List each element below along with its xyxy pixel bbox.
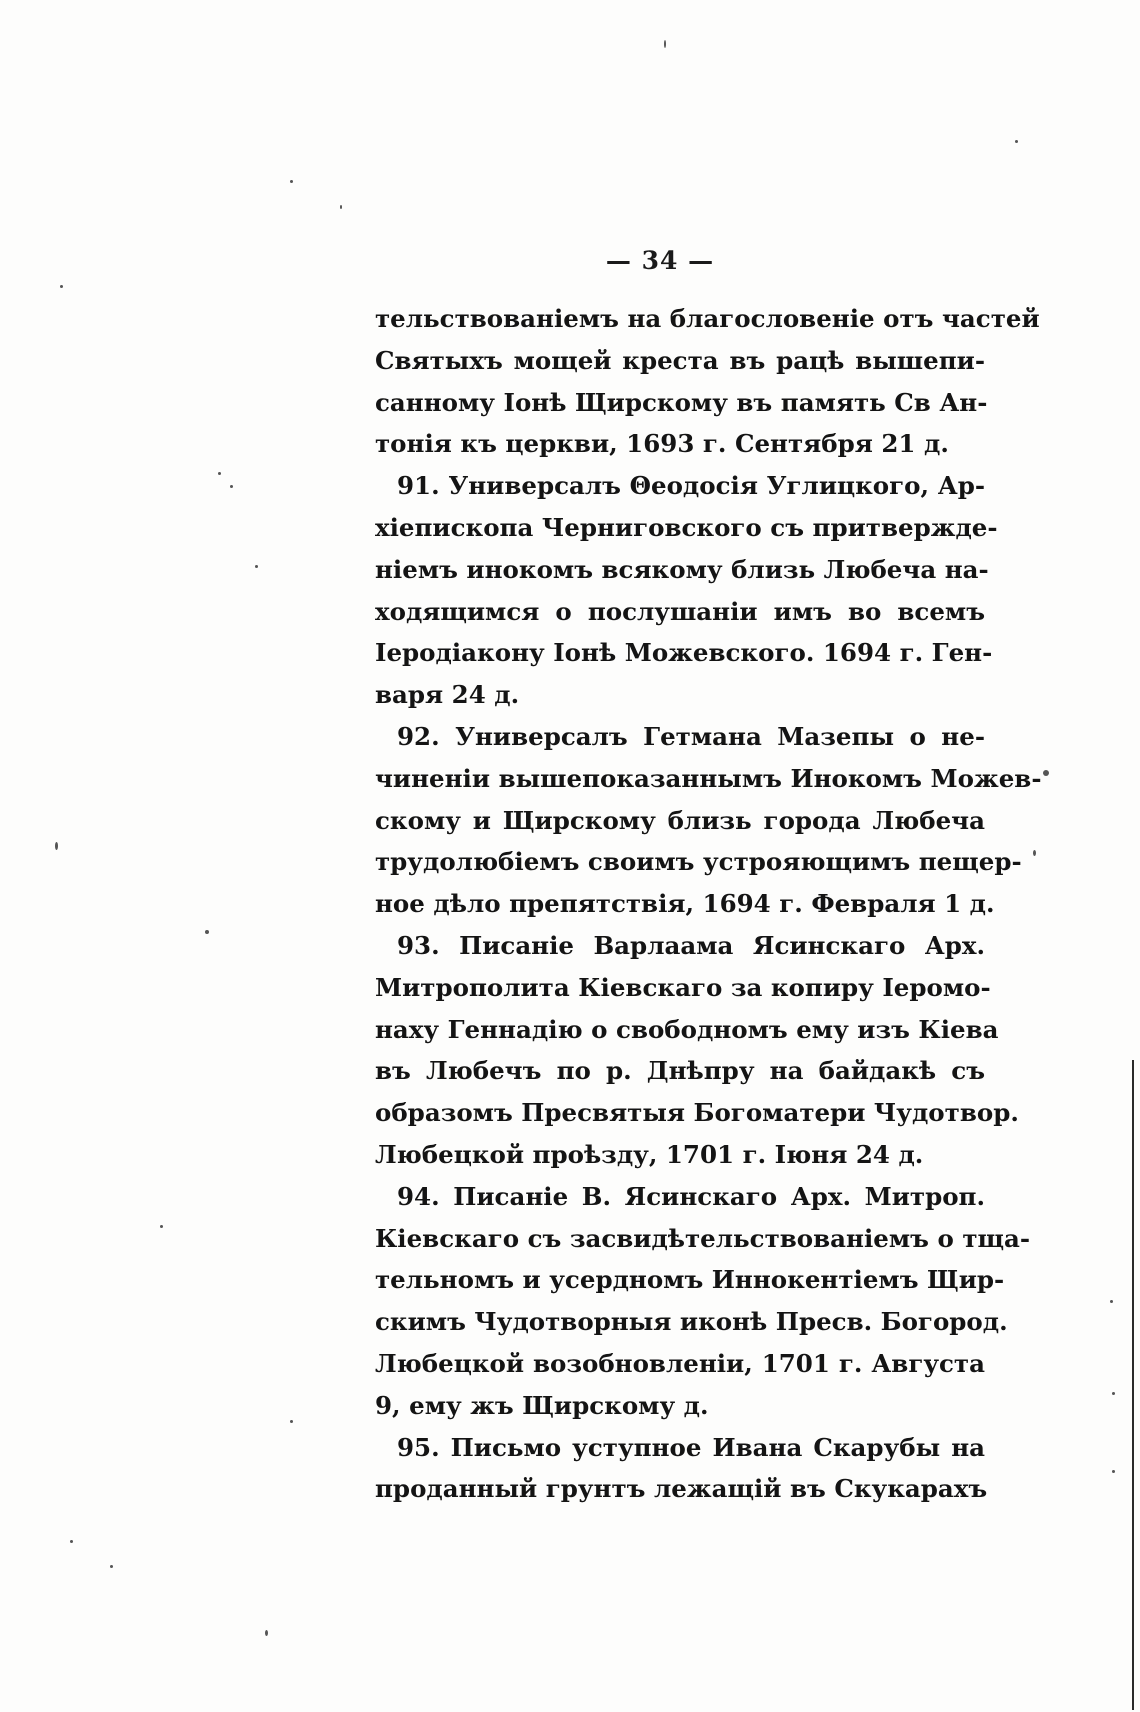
text-line: скому и Щирскому близь города Любеча — [375, 805, 985, 835]
page-edge-shadow — [1132, 1060, 1134, 1710]
scan-speck — [205, 930, 209, 934]
paragraph-continuation — [375, 298, 1040, 465]
text-line: 92. Универсалъ Гетмана Мазепы о не- — [397, 721, 985, 751]
text-line: ное дѣло препятствія, 1694 г. Февраля 1 д. — [375, 889, 995, 919]
scan-speck — [290, 1420, 293, 1423]
scan-speck — [1033, 850, 1036, 856]
scan-speck — [160, 1225, 163, 1228]
text-line: санному Іонѣ Щирскому въ память Св Ан- — [375, 387, 988, 417]
scan-speck — [255, 565, 258, 568]
scan-speck — [1112, 1392, 1115, 1395]
paragraph-item-94 — [375, 1176, 1031, 1427]
text-line: тельствованіемъ на благословеніе отъ частей — [375, 304, 1040, 333]
scan-speck — [1110, 1300, 1113, 1303]
text-line: Митрополита Кіевскаго за копиру Іеромо- — [375, 972, 991, 1002]
scan-speck — [230, 485, 233, 488]
text-line: скимъ Чудотворныя иконѣ Пресв. Богород. — [375, 1307, 1008, 1337]
text-line: варя 24 д. — [375, 680, 520, 710]
text-line: трудолюбіемъ своимъ устрояющимъ пещер- — [375, 847, 1022, 877]
text-line: тонія къ церкви, 1693 г. Сентября 21 д. — [375, 429, 949, 459]
scan-speck — [1112, 1470, 1115, 1473]
text-line: чиненіи вышепоказаннымъ Инокомъ Можев- — [375, 763, 1042, 793]
scan-speck — [55, 842, 58, 850]
text-block — [375, 298, 1042, 1510]
text-line: проданный грунтъ лежащій въ Скукарахъ — [375, 1474, 988, 1504]
scan-speck — [290, 180, 293, 183]
paragraph-item-95 — [375, 1427, 988, 1511]
text-line: образомъ Пресвятыя Богоматери Чудотвор. — [375, 1098, 1019, 1128]
text-line: ніемъ инокомъ всякому близь Любеча на- — [375, 554, 989, 584]
text-line: ходящимся о послушаніи имъ во всемъ — [375, 596, 985, 626]
scan-speck — [1043, 770, 1049, 776]
text-line: наху Геннадію о свободномъ ему изъ Кіева — [375, 1014, 999, 1044]
text-line: 95. Письмо уступное Ивана Скарубы на — [397, 1432, 985, 1462]
scan-speck — [60, 285, 63, 288]
text-line: Святыхъ мощей креста въ рацѣ вышепи- — [375, 345, 985, 375]
text-line: Любецкой возобновленіи, 1701 г. Августа — [375, 1348, 985, 1378]
scan-speck — [664, 40, 666, 48]
scan-speck — [265, 1630, 268, 1636]
text-line: 93. Писаніе Варлаама Ясинскаго Арх. — [397, 930, 985, 960]
page-number: — 34 — — [605, 246, 715, 275]
scan-speck — [1015, 140, 1018, 143]
scan-speck — [110, 1565, 113, 1568]
text-line: Кіевскаго съ засвидѣтельствованіемъ о тща- — [375, 1223, 1031, 1253]
text-line: тельномъ и усердномъ Иннокентіемъ Щир- — [375, 1265, 1005, 1295]
scan-speck — [218, 472, 221, 475]
text-line: 9, ему жъ Щирскому д. — [375, 1390, 709, 1420]
scan-speck — [70, 1540, 73, 1543]
text-line: 91. Универсалъ Θеодосія Углицкого, Ар- — [397, 471, 985, 501]
paragraph-item-93 — [375, 925, 1019, 1176]
text-line: 94. Писаніе В. Ясинскаго Арх. Митроп. — [397, 1181, 985, 1211]
text-line: Іеродіакону Іонѣ Можевского. 1694 г. Ген- — [375, 638, 993, 668]
text-line: Любецкой проѣзду, 1701 г. Іюня 24 д. — [375, 1139, 924, 1169]
text-line: въ Любечъ по р. Днѣпру на байдакѣ съ — [375, 1056, 985, 1086]
paragraph-item-92 — [375, 716, 1042, 925]
scan-speck — [340, 205, 342, 209]
text-line: хіепископа Черниговского съ притвержде- — [375, 512, 998, 542]
paragraph-item-91 — [375, 465, 998, 716]
